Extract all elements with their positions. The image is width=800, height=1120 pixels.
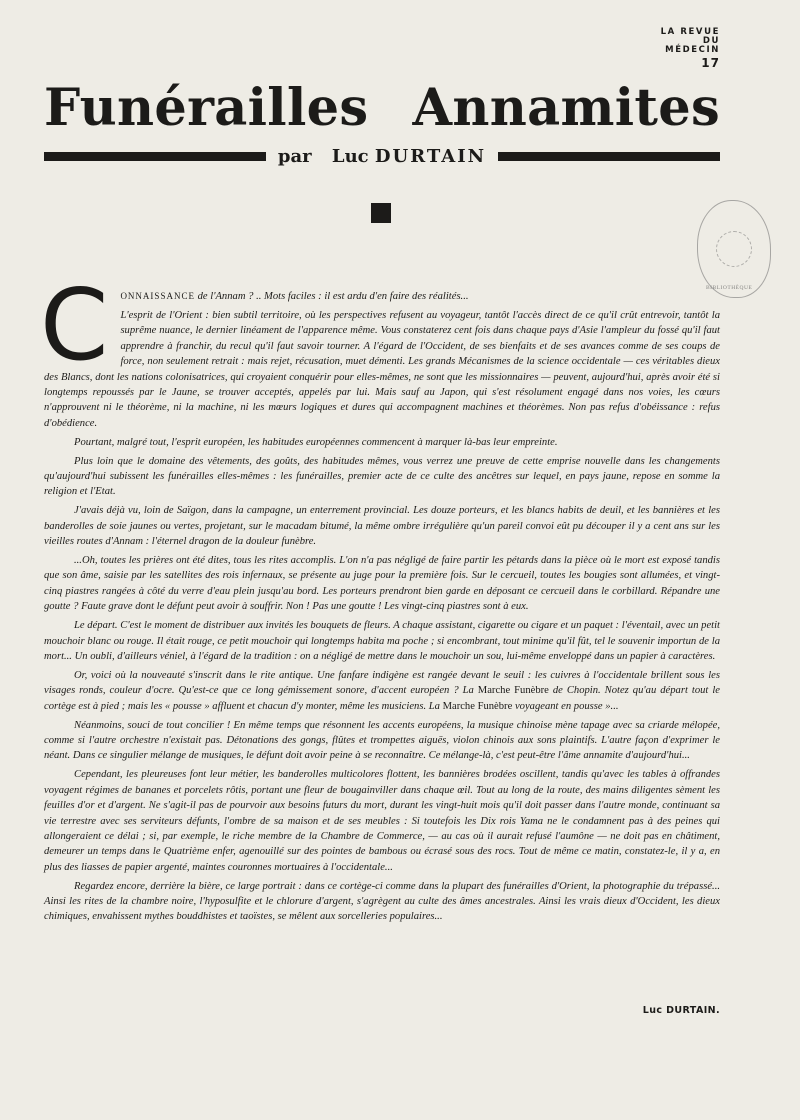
p8-part-e: voyageant en pousse »... (512, 700, 619, 712)
paragraph-5: J'avais déjà vu, loin de Saïgon, dans la campagne, un enterrement provincial. Les douze porteurs, et les blancs habits de deuil, et les bannières et les banderolles de soie jaunes ou vertes, projetant, sur le macadam bitumé, la même ombre irrégulière qu'un pareil convoi eût pu découper il y a cent ans sur les vieilles routes d'Annam : l'éternel dragon de la douleur funèbre. (44, 505, 720, 548)
article-title (44, 80, 720, 136)
drop-cap: C (40, 269, 109, 383)
masthead-line-2: DU (702, 36, 720, 46)
article-body (40, 269, 720, 928)
author-signature: Luc DURTAIN. (642, 1005, 720, 1016)
p8-title-2: Marche Funèbre (442, 700, 513, 712)
p8-title-1: Marche Funèbre (477, 685, 549, 697)
masthead-line-3: MÉDECIN (665, 45, 720, 55)
right-rule (498, 152, 720, 161)
paragraph-11: Regardez encore, derrière la bière, ce large portrait : dans ce cortège-ci comme dans la plupart des funérailles d'Orient, la photographie du trépassé... Ainsi les rites de la chambre noire, l'hyposulfite et le chlorure d'argent, s'agrègent au culte des âmes ancestrales. Ainsi les vrais dieux d'Occident, les dieux chimiques, envahissent mythes bouddhistes et taoïstes, se mêlent aux sorcelleries populaires... (44, 880, 720, 923)
opening-sentence: de l'Annam ? .. Mots faciles : il est ardu d'en faire des réalités... (194, 291, 469, 302)
stamp-seal-icon (716, 231, 752, 267)
byline-row (44, 144, 720, 168)
left-rule (44, 152, 266, 161)
title-word-1: Funérailles (44, 78, 369, 138)
ornament-square (371, 203, 391, 223)
library-stamp (697, 200, 771, 298)
p8-part-a: Or, voici où la nouveauté s'inscrit dans le rite antique. Une fanfare indigène est rangée devant le seuil : les cuivres à l'occidentale brillent sous les visages ronds, couleur d'ocre. Qu'est-ce que ce long gémissement sonore, d'accent européen ? La (44, 669, 720, 697)
paragraph-8 (44, 668, 720, 714)
opening-smallcaps: ONNAISSANCE (120, 291, 195, 301)
journal-masthead (661, 28, 720, 71)
stamp-label: BIBLIOTHÈQUE (706, 285, 753, 291)
paragraph-3: Pourtant, malgré tout, l'esprit européen, les habitudes européennes commencent à marquer là-bas leur empreinte. (74, 436, 558, 448)
byline-par: par (277, 145, 312, 167)
paragraph-9: Néanmoins, souci de tout concilier ! En même temps que résonnent les accents européens, la musique chinoise mène tapage avec sa criarde mélopée, comme si l'autre orchestre n'existait pas. Détonations des gongs, flûtes et trompettes aiguës, violon chinois aux sons plaintifs. L'autre façon d'exprimer le néant. Dans ce singulier mélange de musiques, le défunt doit avoir peine à se reconnaître. Ce mélange-là, c'est peut-être l'âme annamite d'aujourd'hui... (44, 719, 720, 762)
paragraph-6: ...Oh, toutes les prières ont été dites, tous les rites accomplis. L'on n'a pas négligé de faire partir les pétards dans la pièce où le mort est exposé tandis que son âme, saisie par les satellites des rois infernaux, se présente au juge pour la première fois. Sur le cercueil, toutes les bougies sont allumées, et vingt-cinq piastres rangées à côté du verre d'eau plein jusqu'au bord. Les porteurs prendront bien garde en déposant ce cercueil dans le corbillard. Répandre une goutte ? Faute grave dont le défunt peut avoir à souffrir. Non ! Pas une goutte ! Les vingt-cinq piastres sont à eux. (44, 555, 720, 613)
page-number: 17 (701, 56, 720, 70)
paragraph-7: Le départ. C'est le moment de distribuer aux invités les bouquets de fleurs. A chaque assistant, cigarette ou cigare et un paquet : l'éventail, avec un petit mouchoir blanc ou rouge. Il était rouge, ce petit mouchoir qui longtemps habita ma poche ; si encombrant, tout minime qu'il fût, tel le souvenir importun de la mort... Un oubli, d'ailleurs véniel, à l'égard de la tradition : on a négligé de mettre dans le mouchoir un sou, lui-même enveloppé dans un papier à caractères. (44, 620, 720, 662)
paragraph-10: Cependant, les pleureuses font leur métier, les banderolles multicolores flottent, les bannières brodées oscillent, tandis qu'avec les tables à offrandes voyagent régimes de bananes et porcelets rôtis, portant une fleur de bougainviller dans chaque œil. Tout au long de la route, des mains diligentes sèment les feuilles d'or et d'argent. Ne s'agit-il pas de pourvoir aux besoins futurs du mort, durant les vingt-huit mois qu'il doit passer dans l'autre monde, continuant sa vie terrestre avec ses serviteurs défunts, l'ombre de sa maison et de ses meubles : Si toutefois les Dix rois Yama ne le condamnent pas à des peines qui allongeraient ce délai ; si, par exemple, le riche membre de la Chambre de Commerce, — au cas où il aurait refusé l'aumône — ne doit pas en châtiment, demeurer un temps dans le Quatrième enfer, agenouillé sur des pointes de bambous ou écrasé sous des rocs. Tout de même ce matin, constatez-le, il y a, en plus des liasses de papier argenté, maintes couronnes mortuaires à l'occidentale... (44, 769, 720, 873)
title-word-2: Annamites (412, 78, 720, 138)
author-first-name: Luc (331, 145, 369, 167)
byline (266, 146, 498, 167)
author-last-name: DURTAIN (374, 145, 487, 167)
p8-part-c: de Chopin. Notez qu'au départ tout le cortège est à pied ; mais les « pousse » affluent et chacun d'y monter, même les musiciens. La (44, 685, 720, 712)
paragraph-2: L'esprit de l'Orient : bien subtil territoire, où les perspectives refusent au voyageur, tantôt l'accès direct de ce qu'il crût entrevoir, tantôt la suprême nuance, le dernier linéament de l'apparence même. Vous constaterez cent fois dans chaque pays d'Asie l'ampleur du fossé qu'il faut apprendre à franchir, du recul qu'il faut savoir tourner. A l'égard de l'Occident, de ses bienfaits et de ses avances comme de ses coups de force, non seulement retrait : mais rejet, récusation, muet démenti. Les grands Mécanismes de la science occidentale — ces véritables dieux des Blancs, dont les nations colonisatrices, qui croyaient conquérir pour elles-mêmes, ne sont que les missionnaires — peuvent, aujourd'hui, après avoir été si longtemps repoussés par le Jaune, se trouver acceptés, appelés par lui. Mais sauf au Japon, qui s'est résolument engagé dans nos voies, les cœurs n'approuvent ni le théorème, ni la machine, ni les mœurs logiques et dures qui accompagnent machines et théorèmes. Non pas refus d'obéissance : refus d'obédience. (44, 309, 720, 429)
masthead-line-1: LA REVUE (660, 27, 720, 37)
paragraph-4: Plus loin que le domaine des vêtements, des goûts, des habitudes mêmes, vous verrez une preuve de cette emprise nouvelle dans les changements qu'aujourd'hui subissent les funérailles elles-mêmes : les funérailles, premier acte de ce culte des ancêtres sur lequel, en pays jaune, repose en somme la religion et l'Etat. (44, 455, 720, 498)
